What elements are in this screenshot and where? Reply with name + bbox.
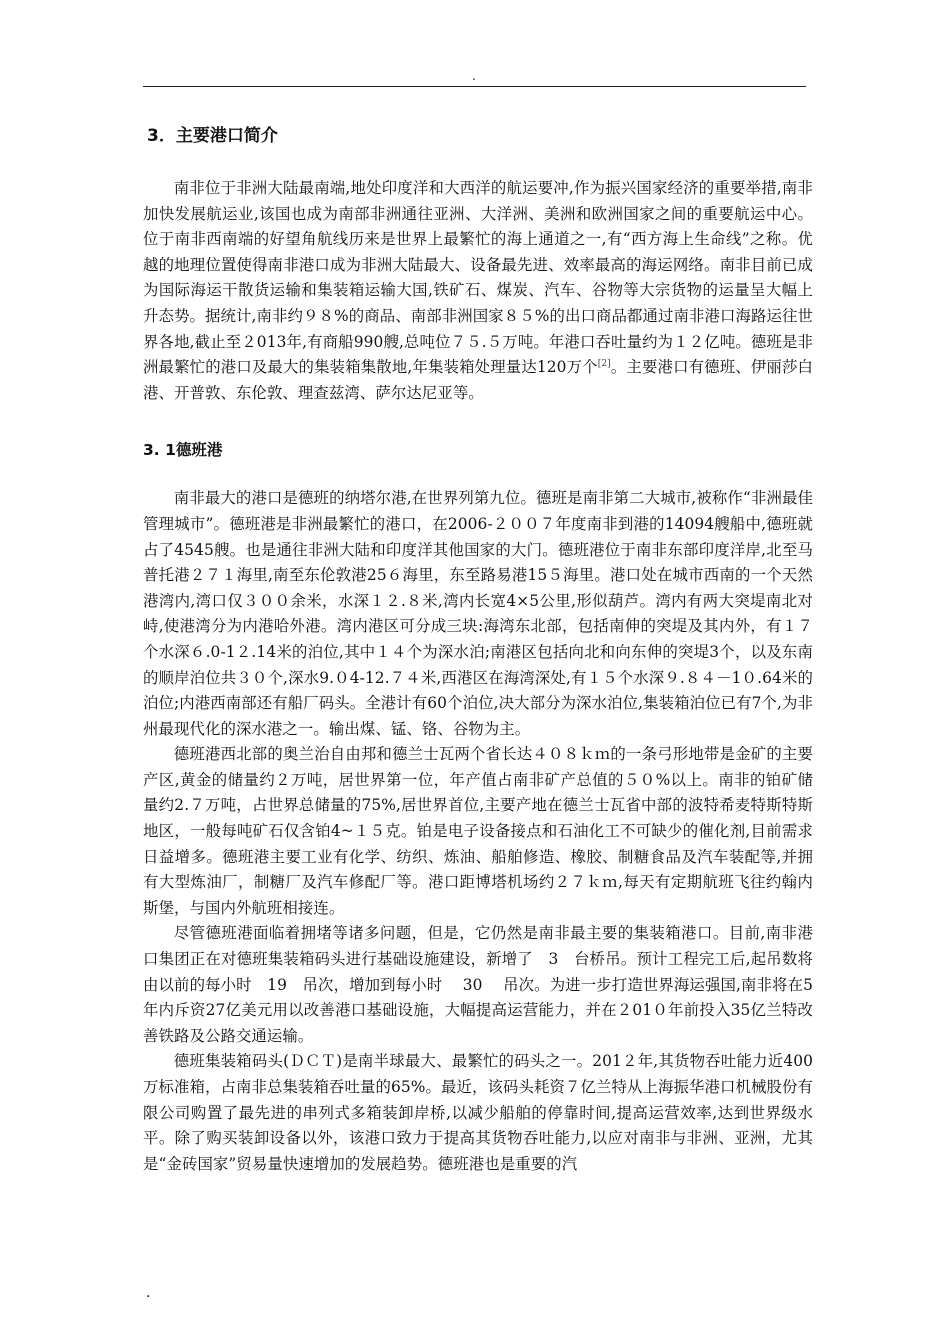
body-paragraph: 德班集装箱码头(ＤＣＴ)是南半球最大、最繁忙的码头之一。201２年,其货物吞吐能力近400万标准箱，占南非总集装箱吞吐量的65%。最近，该码头耗资７亿兰特从上海振华港口机械股份有限公司购置了最先进的串列式多箱装卸岸桥,以减少船舶的停靠时间,提高运营效率,达到世界级水平。除了购买装卸设备以外，该港口致力于提高其货物吞吐能力,以应对南非与非洲、亚洲，尤其是“金砖国家”贸易量快速增加的发展趋势。德班港也是重要的汽 <box>143 1052 813 1173</box>
body-paragraph: 德班港西北部的奥兰治自由邦和德兰士瓦两个省长达４０８ｋｍ的一条弓形地带是金矿的主要产区,黄金的储量约２万吨，居世界第一位，年产值占南非矿产总值的５０%以上。南非的铂矿储量约2.７万吨，占世界总储量的75%,居世界首位,主要产地在德兰士瓦省中部的波特希麦特斯特斯地区，一般每吨矿石仅含铂4~１５克。铂是电子设备接点和石油化工不可缺少的催化剂,目前需求日益增多。德班港主要工业有化学、纺织、炼油、船舶修造、橡胶、制糖食品及汽车装配等,并拥有大型炼油厂，制糖厂及汽车修配厂等。港口距博塔机场约２７ｋｍ,每天有定期航班飞往约翰内斯堡，与国内外航班相接连。 <box>143 745 813 917</box>
document-body <box>143 122 813 1177</box>
section-intro-paragraph <box>143 176 813 406</box>
header-rule <box>143 86 806 87</box>
citation-ref: [2] <box>597 359 611 370</box>
intro-text: 南非位于非洲大陆最南端,地处印度洋和大西洋的航运要冲,作为振兴国家经济的重要举措,南非加快发展航运业,该国也成为南部非洲通往亚洲、大洋洲、美洲和欧洲国家之间的重要航运中心。位于南非西南端的好望角航线历来是世界上最繁忙的海上通道之一,有“西方海上生命线”之称。优越的地理位置使得南非港口成为非洲大陆最大、设备最先进、效率最高的海运网络。南非目前已成为国际海运干散货运输和集装箱运输大国,铁矿石、煤炭、汽车、谷物等大宗货物的运量呈大幅上升态势。据统计,南非约９８%的商品、南部非洲国家８５%的出口商品都通过南非港口海路运往世界各地,截止至２013年,有商船990艘,总吨位７５.５万吨。年港口吞吐量约为１２亿吨。德班是非洲最繁忙的港口及最大的集装箱集散地,年集装箱处理量达120万个 <box>143 179 813 377</box>
section-title: 3．主要港口简介 <box>147 126 278 146</box>
subsection-title: 3. 1德班港 <box>143 441 223 460</box>
header-mark: . <box>472 69 476 83</box>
body-paragraph: 尽管德班港面临着拥堵等诸多问题，但是，它仍然是南非最主要的集装箱港口。目前,南非港口集团正在对德班集装箱码头进行基础设施建设，新增了 3 台桥吊。预计工程完工后,起吊数将由以前的每小时 19 吊次，增加到每小时 30 吊次。为进一步打造世界海运强国,南非将在5年内斥资27亿美元用以改善港口基础设施，大幅提高运营能力，并在２01０年前投入35亿兰特改善铁路及公路交通运输。 <box>143 924 813 1045</box>
intro-text-tail: 。主要港口有德班、伊丽莎白港、开普敦、东伦敦、理查兹湾、萨尔达尼亚等。 <box>143 358 813 402</box>
body-paragraph: 南非最大的港口是德班的纳塔尔港,在世界列第九位。德班是南非第二大城市,被称作“非洲最佳管理城市”。德班港是非洲最繁忙的港口，在2006-２００７年度南非到港的14094艘船中,德班就占了4545艘。也是通往非洲大陆和印度洋其他国家的大门。德班港位于南非东部印度洋岸,北至马普托港２７１海里,南至东伦敦港25６海里，东至路易港15５海里。港口处在城市西南的一个天然港湾内,湾口仅３００余米，水深１２.８米,湾内长宽4×5公里,形似葫芦。湾内有两大突堤南北对峙,使港湾分为内港哈外港。湾内港区可分成三块:海湾东北部，包括南伸的突堤及其内外，有１７个水深６.0-1２.14米的泊位,其中１４个为深水泊;南港区包括向北和向东伸的突堤3个，以及东南的顺岸泊位共３０个,深水9.０4-12.７４米,西港区在海湾深处,有１５个水深９.８４－1０.64米的泊位;内港西南部还有船厂码头。全港计有60个泊位,决大部分为深水泊位,集装箱泊位已有7个,为非州最现代化的深水港之一。输出煤、锰、铬、谷物为主。 <box>143 489 813 738</box>
footer-mark: . <box>146 1285 151 1301</box>
